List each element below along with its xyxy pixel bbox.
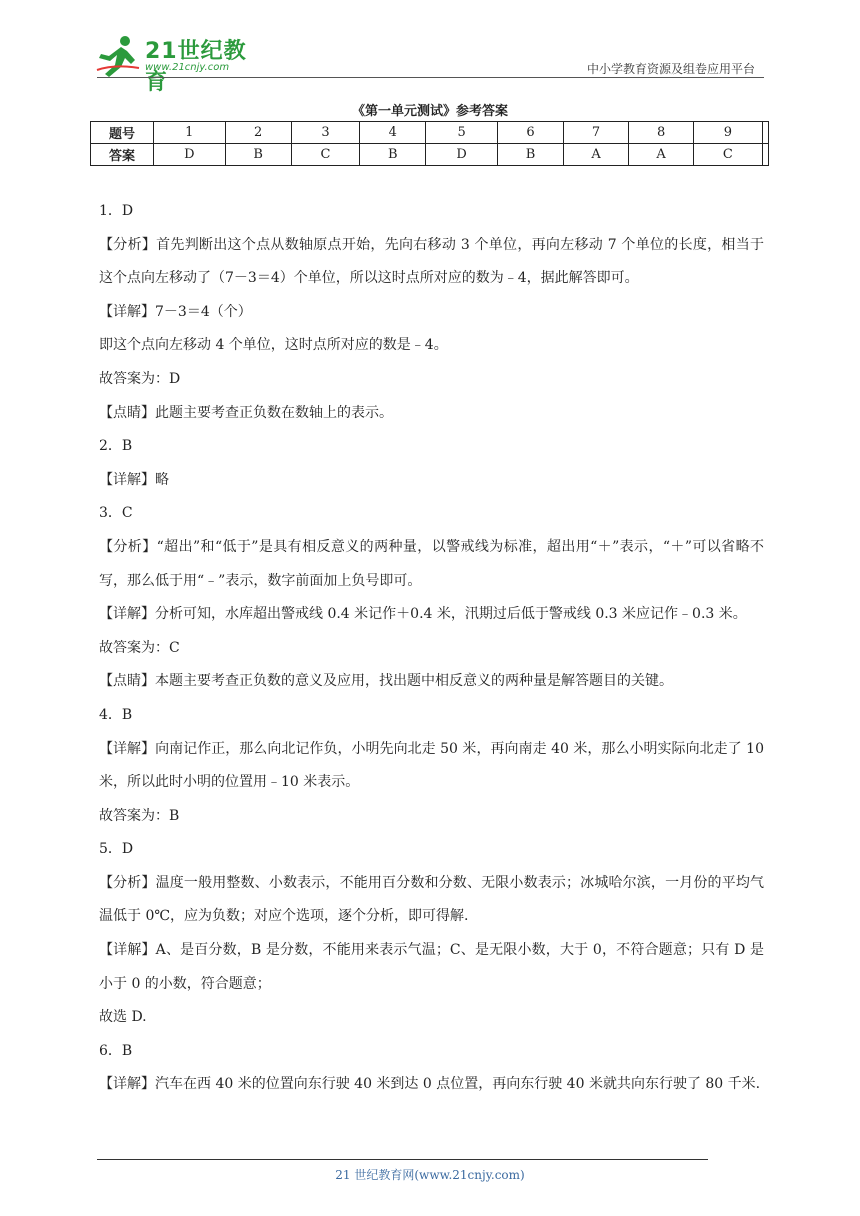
answer-cell: A: [564, 144, 629, 166]
question-number-cell: 4: [360, 122, 426, 144]
answer-cell: C: [291, 144, 360, 166]
detail-text: 【详解】向南记作正，那么向北记作负，小明先向北走 50 米，再向南走 40 米，那么小明实际向北走了 10 米，所以此时小明的位置用﹣10 米表示。: [99, 740, 764, 791]
header-divider: [97, 77, 764, 78]
question-number-cell: 7: [564, 122, 629, 144]
answer-heading-5: 5．D: [99, 841, 134, 858]
question-number-cell: 6: [497, 122, 563, 144]
comment-text: 【点睛】本题主要考查正负数的意义及应用，找出题中相反意义的两种量是解答题目的关键。: [99, 673, 673, 690]
answer-cell: A: [629, 144, 694, 166]
platform-name: 中小学教育资源及组卷应用平台: [586, 62, 755, 76]
page-header: [0, 0, 860, 95]
detail-text: 即这个点向左移动 4 个单位，这时点所对应的数是﹣4。: [99, 337, 448, 354]
answer-cell: D: [154, 144, 226, 166]
detail-text: 【详解】A、是百分数，B 是分数，不能用来表示气温；C、是无限小数，大于 0，不符合题意；只有 D 是小于 0 的小数，符合题意；: [99, 942, 764, 992]
question-number-cell: 1: [154, 122, 226, 144]
question-number-row: [91, 122, 769, 144]
answer-cell: B: [360, 144, 426, 166]
question-number-cell: [762, 122, 768, 144]
analysis-text: 【分析】首先判断出这个点从数轴原点开始，先向右移动 3 个单位，再向左移动 7 个单位的长度，相当于这个点向左移动了（7－3＝4）个单位，所以这时点所对应的数为﹣4，据此解答即可。: [99, 236, 764, 287]
question-number-cell: 2: [225, 122, 291, 144]
row-label-question: 题号: [91, 122, 154, 144]
conclusion-text: 故选 D.: [99, 1009, 147, 1026]
analysis-text: 【分析】温度一般用整数、小数表示，不能用百分数和分数、无限小数表示；冰城哈尔滨，一月份的平均气温低于 0℃，应为负数；对应个选项，逐个分析，即可得解.: [99, 874, 764, 925]
question-number-cell: 9: [694, 122, 763, 144]
footer-divider: [97, 1159, 708, 1160]
answer-cell: B: [225, 144, 291, 166]
page-title: 《第一单元测试》参考答案: [351, 104, 508, 119]
conclusion-text: 故答案为：C: [99, 639, 180, 656]
answer-explanations: [99, 195, 764, 1102]
answer-cell: D: [426, 144, 498, 166]
analysis-text: 【分析】“超出”和“低于”是具有相反意义的两种量，以警戒线为标准，超出用“＋”表示，“＋”可以省略不写，那么低于用“﹣”表示，数字前面加上负号即可。: [99, 538, 764, 589]
answer-row: [91, 144, 769, 166]
detail-text: 【详解】7－3＝4（个）: [99, 303, 252, 320]
answer-cell: C: [694, 144, 763, 166]
answer-heading-2: 2．B: [99, 438, 133, 455]
answer-heading-4: 4．B: [99, 706, 133, 723]
question-number-cell: 3: [291, 122, 360, 144]
conclusion-text: 故答案为：B: [99, 807, 180, 824]
detail-text: 【详解】分析可知，水库超出警戒线 0.4 米记作＋0.4 米，汛期过后低于警戒线 0.3 米应记作﹣0.3 米。: [99, 606, 747, 623]
row-label-answer: 答案: [91, 144, 154, 166]
detail-text: 【详解】汽车在西 40 米的位置向东行驶 40 米到达 0 点位置，再向东行驶 40 米就共向东行驶了 80 千米.: [99, 1076, 761, 1093]
answer-heading-1: 1．D: [99, 203, 134, 219]
question-number-cell: 8: [629, 122, 694, 144]
detail-text: 【详解】略: [99, 471, 169, 488]
answer-cell: B: [497, 144, 563, 166]
answer-heading-6: 6．B: [99, 1042, 133, 1059]
comment-text: 【点睛】此题主要考查正负数在数轴上的表示。: [99, 404, 393, 421]
runner-logo-icon: [95, 34, 141, 78]
brand-logo: [95, 34, 265, 95]
page-footer: 21 世纪教育网(www.21cnjy.com): [335, 1168, 525, 1182]
answer-heading-3: 3．C: [99, 505, 133, 522]
answer-cell: [762, 144, 768, 166]
answer-table: [90, 121, 769, 166]
logo-url: www.21cnjy.com: [145, 62, 230, 73]
logo-text: 21世纪教育: [145, 39, 247, 95]
question-number-cell: 5: [426, 122, 498, 144]
conclusion-text: 故答案为：D: [99, 370, 181, 387]
